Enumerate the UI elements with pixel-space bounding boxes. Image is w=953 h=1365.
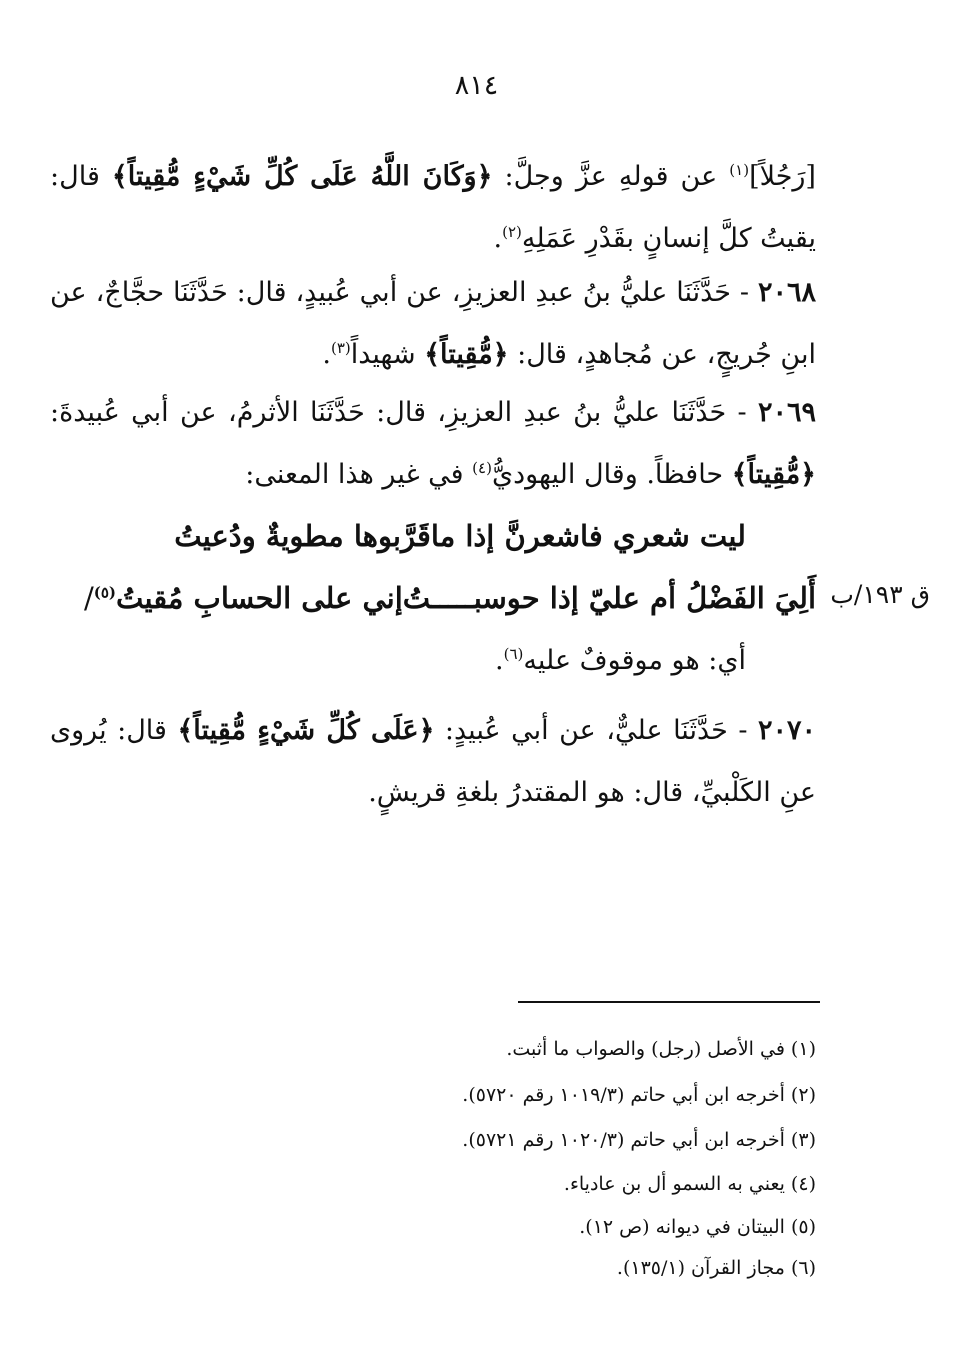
verse-1-first-hemistich: ليت شعري فاشعرنَّ إذا ما <box>430 519 746 553</box>
verse-2-second-hemistich: إني على الحسابِ مُقيتُ$^{(٥)}$/ <box>83 581 403 615</box>
bracketed-word: [رَجُلاً] <box>749 161 816 192</box>
footnote-ref-4: (٤) <box>472 459 492 477</box>
footnote-ref-5: (٥) <box>93 583 117 602</box>
verse-1-second-hemistich: قَرَّبوها مطويةٌ ودُعيتُ <box>174 519 431 553</box>
paragraph-1: [رَجُلاً]$^{(١)}$ عن قولهِ عزَّ وجلَّ: ﴿وَكَانَ اللَّهُ عَلَى كُلِّ شَيْءٍ مُّقِيتاً﴾ قال: يقيتُ كلَّ إنسانٍ بقَدْرِ عَمَلِهِ$^{(٢)}$. <box>50 161 816 254</box>
quran-quote: ﴿مُّقِيتاً﴾ <box>424 339 509 370</box>
poetry-verse-2 <box>83 573 816 623</box>
hadith-2069: ٢٠٦٩ - حَدَّثَنَا عليُّ بنُ عبدِ العزيزِ، قال: حَدَّثَنَا الأثرمُ، عن أبي عُبيدةَ: ﴿مُّقِيتاً﴾ حافظاً. وقال اليهوديُّ$^{(٤)}$ في غير هذا المعنى: <box>50 397 816 490</box>
margin-folio-note: ق ١٩٣/ب <box>830 580 930 609</box>
footnote-6: (٦) مجاز القرآن (١٣٥/١). <box>616 1257 816 1279</box>
footnote-2: (٢) أخرجه ابن أبي حاتم (١٠١٩/٣ رقم ٥٧٢٠). <box>462 1084 816 1106</box>
footnote-5: (٥) البيتان في ديوانه (ص ١٢). <box>579 1216 816 1238</box>
verse-2-first-hemistich: أَلِيَ الفَضْلُ أم عليّ إذا حوسبـــــتُ <box>402 581 816 615</box>
hadith-number: ٢٠٦٩ <box>757 397 816 428</box>
footnote-3: (٣) أخرجه ابن أبي حاتم (١٠٢٠/٣ رقم ٥٧٢١). <box>462 1129 816 1151</box>
footnote-ref-1: (١) <box>729 161 750 179</box>
hadith-number: ٢٠٧٠ <box>757 715 816 746</box>
quran-quote: ﴿مُّقِيتاً﴾ <box>731 459 816 490</box>
paragraph-explanation: أي: هو موقوفٌ عليه$^{(٦)}$. <box>495 645 746 676</box>
quran-quote: ﴿عَلَى كُلِّ شَيْءٍ مُّقِيتاً﴾ <box>177 715 435 746</box>
footnote-separator <box>518 1001 820 1003</box>
footnote-1: (١) في الأصل (رجل) والصواب ما أثبت. <box>506 1038 816 1060</box>
page-number: ٨١٤ <box>454 70 499 101</box>
quran-quote: ﴿وَكَانَ اللَّهُ عَلَى كُلِّ شَيْءٍ مُّقِيتاً﴾ <box>111 161 493 192</box>
footnote-ref-2: (٢) <box>502 223 522 241</box>
footnote-ref-3: (٣) <box>330 339 351 357</box>
hadith-2070: ٢٠٧٠ - حَدَّثَنَا عليٌّ، عن أبي عُبيدٍ: ﴿عَلَى كُلِّ شَيْءٍ مُّقِيتاً﴾ قال: يُروى عنِ الكَلْبيِّ، قال: هو المقتدرُ بلغةِ قريشٍ. <box>50 715 816 808</box>
footnote-4: (٤) يعني به السمو أل بن عادياء. <box>563 1173 816 1195</box>
poetry-verse-1 <box>174 511 746 561</box>
footnote-ref-6: (٦) <box>503 645 524 663</box>
hadith-number: ٢٠٦٨ <box>757 277 816 308</box>
hadith-2068: ٢٠٦٨ - حَدَّثَنَا عليُّ بنُ عبدِ العزيزِ، عن أبي عُبيدٍ، قال: حَدَّثَنَا حجَّاجٌ، عن ابنِ جُريجٍ، عن مُجاهدٍ، قال: ﴿مُّقِيتاً﴾ شهيداً$^{(٣)}$. <box>50 277 816 370</box>
